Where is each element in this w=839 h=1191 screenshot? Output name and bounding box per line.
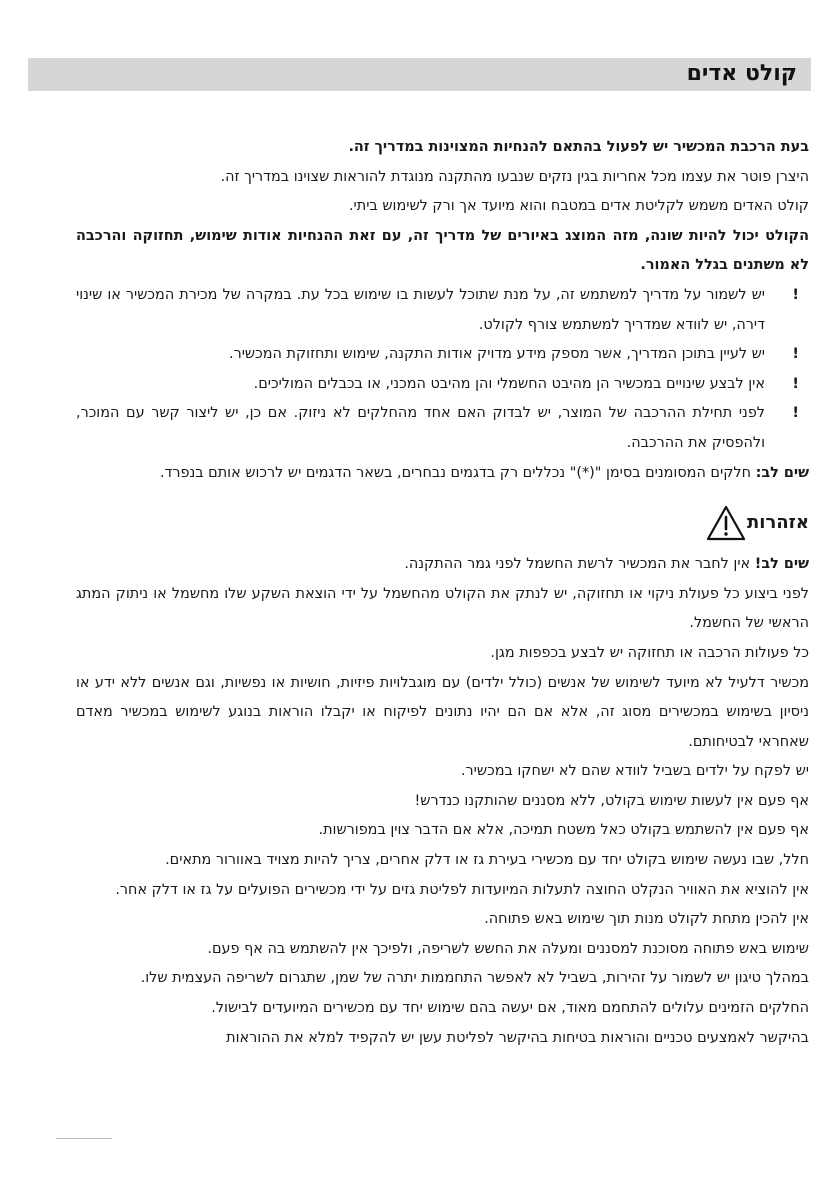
footer-divider (56, 1138, 112, 1139)
warning-item: אין להוציא את האוויר הנקלט החוצה לתעלות המיועדות לפליטת גזים על ידי מכשירים הפועלים על גז או דלק אחר. (115, 881, 809, 898)
bullet-item (76, 399, 809, 458)
warning-triangle-icon (705, 504, 747, 542)
note-text: חלקים המסומנים בסימן "(*)" נכללים רק בדגמים נבחרים, בשאר הדגמים יש לרכוש אותם בנפרד. (159, 464, 756, 481)
warning-item: מכשיר דלעיל לא מיועד לשימוש של אנשים (כולל ילדים) עם מוגבלויות פיזיות, חושיות או נפשיות, וגם אנשים ללא ידע או ניסיון בשימוש במכשירים מסוג זה, אלא אם הם יהיו נתונים לפיקוח או יקבלו הוראות בנוגע לשימוש במכשיר מאדם שאחראי לבטיחותם. (76, 674, 809, 750)
warning-item: בהיקשר לאמצעים טכניים והוראות בטיחות בהיקשר לפליטת עשן יש להקפיד למלא את ההוראות (226, 1029, 809, 1046)
warning-first-text: אין לחבר את המכשיר לרשת החשמל לפני גמר ההתקנה. (404, 556, 755, 573)
bullet-item (76, 340, 809, 370)
exclamation-icon: ! (792, 405, 799, 422)
intro-heading: בעת הרכבת המכשיר יש לפעול בהתאם להנחיות המצוינות במדריך זה. (348, 139, 809, 155)
warning-item: אין להכין מתחת לקולט מנות תוך שימוש באש פתוחה. (484, 911, 809, 928)
bullet-text: אין לבצע שינויים במכשיר הן מהיבט החשמלי והן מהיבט המכני, או בכבלים המוליכים. (253, 375, 765, 392)
warning-item: לפני ביצוע כל פעולת ניקוי או תחזוקה, יש לנתק את הקולט מהחשמל על ידי הוצאת השקע שלו מחשמל או ניתוק המתג הראשי של החשמל. (76, 585, 809, 632)
bullet-item (76, 370, 809, 400)
exclamation-icon: ! (792, 286, 799, 303)
warning-item: אף פעם אין להשתמש בקולט כאל משטח תמיכה, אלא אם הדבר צוין במפורשות. (318, 822, 809, 839)
warning-item: החלקים הזמינים עלולים להתחמם מאוד, אם יעשה בהם שימוש יחד עם מכשירים המיועדים לבישול. (211, 1000, 809, 1017)
exclamation-icon: ! (792, 346, 799, 363)
bullet-text: לפני תחילת ההרכבה של המוצר, יש לבדוק האם אחד מהחלקים לא ניזוק. אם כן, יש ליצור קשר עם המוכר, ולהפסיק את ההרכבה. (76, 405, 765, 451)
warnings-title: אזהרות (747, 512, 809, 534)
warning-item: יש לפקח על ילדים בשביל לוודא שהם לא ישחקו במכשיר. (460, 763, 809, 780)
note-label: שים לב: (755, 464, 809, 481)
intro-notice: הקולט יכול להיות שונה, מזה המוצג באיורים של מדריך זה, עם זאת ההנחיות אודות שימוש, תחזוקה והרכבה לא משתנים בגלל האמור. (76, 227, 809, 274)
bullet-text: יש לעיין בתוכן המדריך, אשר מספק מידע מדויק אודות התקנה, שימוש ותחזוקת המכשיר. (229, 346, 765, 363)
warning-first (76, 550, 809, 580)
warning-item: חלל, שבו נעשה שימוש בקולט יחד עם מכשירי בעירת גז או דלק אחרים, צריך להיות מצויד באוורור מתאים. (165, 852, 809, 869)
bullet-text: יש לשמור על מדריך למשתמש זה, על מנת שתוכל לעשות בו שימוש בכל עת. במקרה של מכירת המכשיר או שינוי דירה, יש לוודא שמדריך למשתמש צורף לקולט. (76, 286, 765, 333)
warning-item: כל פעולות הרכבה או תחזוקה יש לבצע בכפפות מגן. (490, 644, 809, 661)
content-body (76, 133, 809, 1053)
section-header-bar (28, 58, 811, 91)
intro-liability: היצרן פוטר את עצמו מכל אחריות בגין נזקים שנבעו מהתקנה מנוגדת להוראות שצוינו במדריך זה. (220, 168, 809, 185)
page-title: קולט אדים (686, 61, 797, 86)
bullet-item (76, 281, 809, 340)
warnings-heading (76, 496, 809, 550)
warning-item: אף פעם אין לעשות שימוש בקולט, ללא מסננים שהותקנו כנדרש! (414, 792, 809, 809)
warning-first-label: שים לב! (754, 556, 809, 573)
bullet-list (76, 281, 809, 459)
warning-item: שימוש באש פתוחה מסוכנת למסננים ומעלה את החשש לשריפה, ולפיכך אין להשתמש בה אף פעם. (207, 940, 809, 957)
intro-usage: קולט האדים משמש לקליטת אדים במטבח והוא מיועד אך ורק לשימוש ביתי. (348, 198, 809, 215)
warning-item: במהלך טיגון יש לשמור על זהירות, בשביל לא לאפשר התחממות יתרה של שמן, שתגרום לשריפה העצמית שלו. (140, 970, 809, 987)
note-paragraph (76, 459, 809, 489)
exclamation-icon: ! (792, 375, 799, 392)
